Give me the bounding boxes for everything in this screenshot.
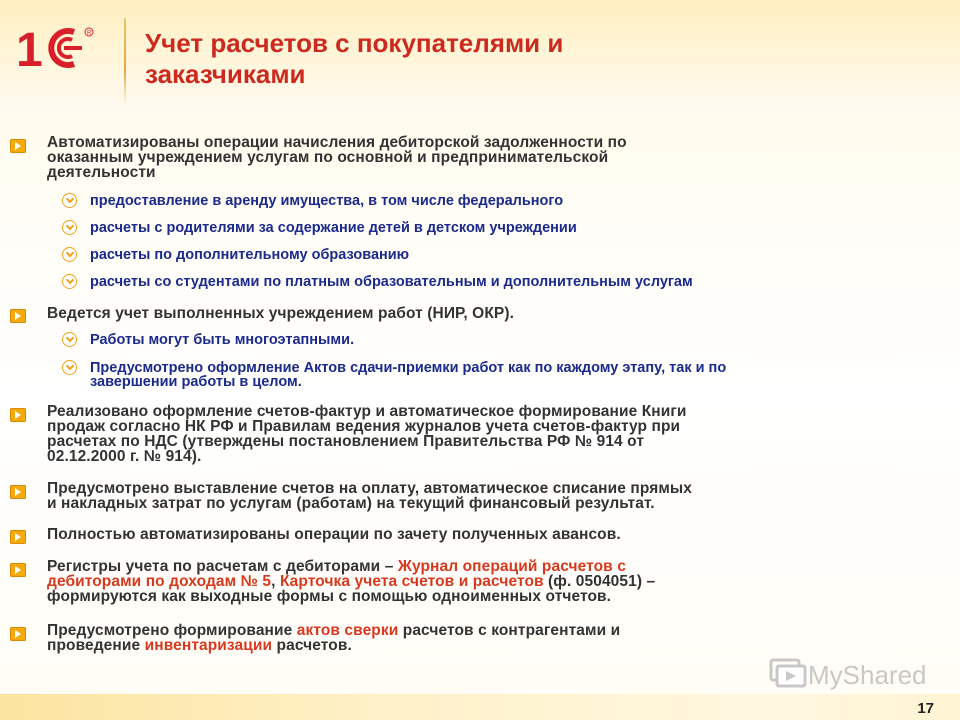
check-bullet-icon <box>62 220 77 235</box>
title-line-1: Учет расчетов с покупателями и <box>145 28 564 58</box>
text-run: проведение <box>47 637 145 654</box>
arrow-bullet-icon <box>10 563 26 577</box>
text-run: Регистры учета по расчетам с дебиторами – <box>47 558 398 575</box>
check-bullet-icon <box>62 193 77 208</box>
highlight-run: актов сверки <box>296 622 399 639</box>
text-run: расчетов с контрагентами и <box>398 622 621 639</box>
item-line: Предусмотрено выставление счетов на оплату, автоматическое списание прямых <box>47 480 692 497</box>
item-line: Ведется учет выполненных учреждением работ (НИР, ОКР). <box>47 305 514 322</box>
presentation-icon <box>768 656 808 692</box>
svg-text:R: R <box>87 30 92 37</box>
item-line: Полностью автоматизированы операции по зачету полученных авансов. <box>47 526 621 543</box>
highlight-run: дебиторами по доходам № 5 <box>47 573 272 590</box>
text-run: Предусмотрено формирование <box>47 622 297 639</box>
arrow-bullet-icon <box>10 309 26 323</box>
svg-text:1: 1 <box>16 24 40 74</box>
check-bullet-icon <box>62 247 77 262</box>
arrow-bullet-icon <box>10 627 26 641</box>
highlight-run: Карточка учета счетов и расчетов <box>279 573 544 590</box>
check-bullet-icon <box>62 360 77 375</box>
watermark-text: MyShared <box>808 660 927 690</box>
title-line-2: заказчиками <box>145 59 306 89</box>
arrow-bullet-icon <box>10 485 26 499</box>
footer-bar <box>0 694 960 720</box>
item-line: формируются как выходные формы с помощью одноименных отчетов. <box>47 588 612 605</box>
sub-item-text: предоставление в аренду имущества, в том числе федерального <box>90 193 564 209</box>
sub-item-text: расчеты со студентами по платным образовательным и дополнительным услугам <box>90 274 693 290</box>
arrow-bullet-icon <box>10 408 26 422</box>
page-number: 17 <box>917 700 934 717</box>
item-line <box>47 638 932 653</box>
item-line: Автоматизированы операции начисления дебиторской задолженности по <box>47 134 627 151</box>
watermark <box>768 656 928 696</box>
item-line: деятельности <box>47 164 156 181</box>
text-run: , <box>271 573 280 590</box>
item-line <box>47 574 932 589</box>
check-bullet-icon <box>62 274 77 289</box>
highlight-run: Журнал операций расчетов с <box>397 558 626 575</box>
item-line: и накладных затрат по услугам (работам) на текущий финансовый результат. <box>47 495 655 512</box>
item-line: расчетах по НДС (утверждены постановлением Правительства РФ № 914 от <box>47 433 645 450</box>
text-run: расчетов. <box>272 637 352 654</box>
item-line: Реализовано оформление счетов-фактур и автоматическое формирование Книги <box>47 403 687 420</box>
item-line <box>47 623 932 638</box>
check-bullet-icon <box>62 332 77 347</box>
item-line: 02.12.2000 г. № 914). <box>47 448 202 465</box>
highlight-run: инвентаризации <box>144 637 273 654</box>
sub-item-text: завершении работы в целом. <box>90 374 302 390</box>
sub-item-text: расчеты с родителями за содержание детей в детском учреждении <box>90 220 577 236</box>
item-line: продаж согласно НК РФ и Правилам ведения журналов учета счетов-фактур при <box>47 418 681 435</box>
arrow-bullet-icon <box>10 530 26 544</box>
item-line: оказанным учреждением услугам по основной и предпринимательской <box>47 149 609 166</box>
text-run: (ф. 0504051) – <box>543 573 656 590</box>
sub-item-text: Работы могут быть многоэтапными. <box>90 332 355 348</box>
sub-item-text: Предусмотрено оформление Актов сдачи-приемки работ как по каждому этапу, так и по <box>90 360 727 376</box>
item-line <box>47 559 932 574</box>
sub-item-text: расчеты по дополнительному образованию <box>90 247 410 263</box>
arrow-bullet-icon <box>10 139 26 153</box>
